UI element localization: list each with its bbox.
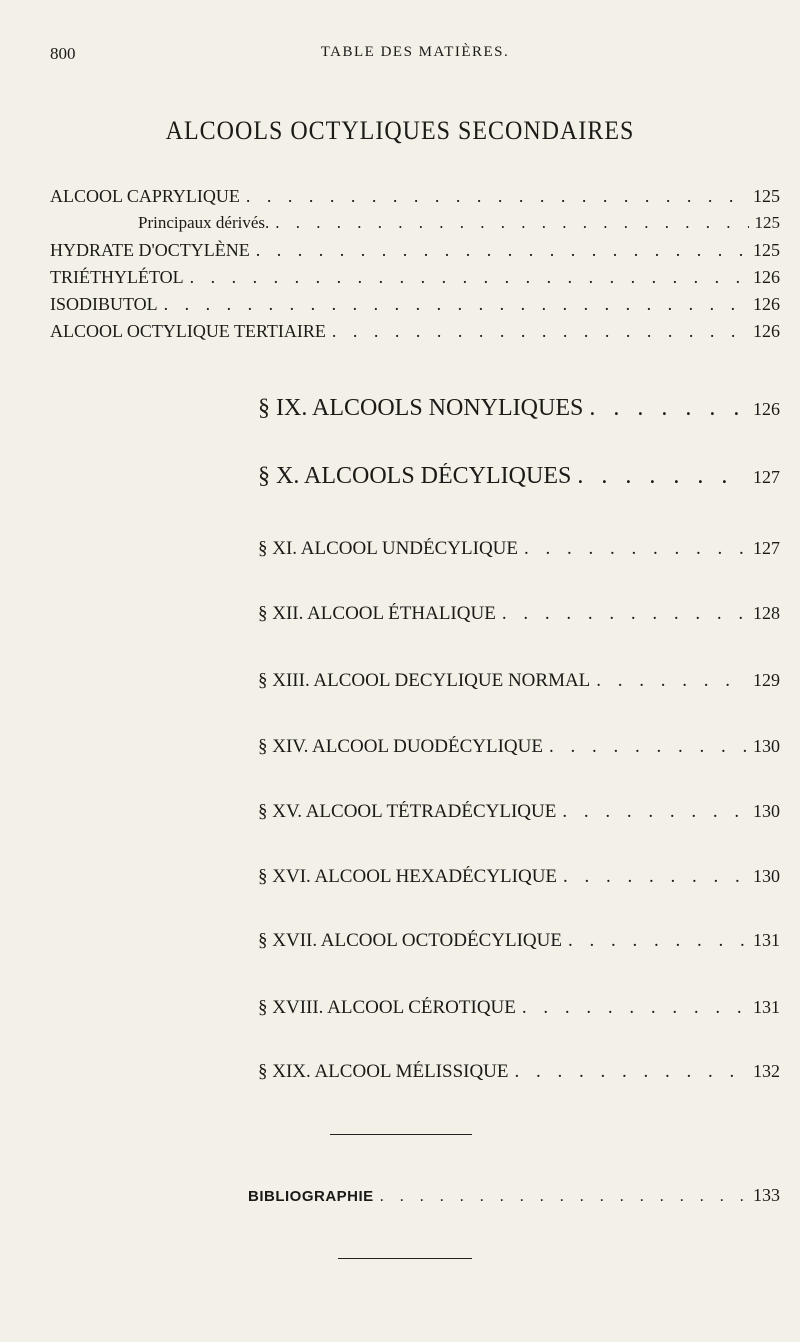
toc-chapter [258,670,780,692]
dot-leader [568,930,747,952]
toc-bibliography-page: 133 [753,1185,780,1205]
toc-chapter [258,463,780,490]
dot-leader [577,463,747,490]
dot-leader [589,395,747,422]
dot-leader [549,736,747,758]
toc-entry-label: Principaux dérivés. [138,213,270,232]
toc-chapter-page: 130 [753,866,780,886]
toc-entry [50,294,780,315]
toc-chapter-page: 126 [753,399,780,419]
toc-chapter-label: § X. ALCOOLS DÉCYLIQUES [258,463,572,489]
dot-leader [562,801,747,823]
toc-chapter-page: 129 [753,670,780,690]
toc-chapter-label: § XVIII. ALCOOL CÉROTIQUE [258,997,516,1018]
toc-chapter-label: § XIV. ALCOOL DUODÉCYLIQUE [258,736,543,757]
toc-entry-page: 126 [753,321,780,341]
section-title: ALCOOLS OCTYLIQUES SECONDAIRES [165,116,635,146]
toc-chapter-page: 130 [753,801,780,821]
toc-chapter [258,801,780,823]
toc-chapter [258,930,780,952]
toc-entry [50,321,780,342]
toc-entry-label: ISODIBUTOL [50,294,158,314]
toc-chapter-label: § XIX. ALCOOL MÉLISSIQUE [258,1061,509,1082]
toc-chapter [258,395,780,422]
toc-chapter-label: § XI. ALCOOL UNDÉCYLIQUE [258,538,518,559]
running-head: TABLE DES MATIÈRES. [320,44,510,60]
dot-leader [256,240,747,261]
toc-chapter-page: 131 [753,930,780,950]
toc-entry-page: 126 [753,294,780,314]
toc-chapter-label: § IX. ALCOOLS NONYLIQUES [258,395,584,421]
toc-entry-label: ALCOOL OCTYLIQUE TERTIAIRE [50,321,326,341]
toc-chapter [258,997,780,1019]
toc-chapter-label: § XVII. ALCOOL OCTODÉCYLIQUE [258,930,562,951]
dot-leader [275,213,748,233]
page-header [50,44,780,68]
dot-leader [502,603,747,625]
dot-leader [524,538,747,560]
dot-leader [563,866,747,888]
separator-rule-bottom [338,1258,472,1259]
dot-leader [164,294,747,315]
toc-entry-page: 125 [753,186,780,206]
toc-entry-label: TRIÉTHYLÉTOL [50,267,184,287]
page-number: 800 [50,44,76,63]
dot-leader [522,997,747,1019]
toc-entry [50,240,780,261]
toc-chapter-page: 127 [753,467,780,487]
dot-leader [246,186,747,207]
dot-leader [596,670,747,692]
toc-chapter-page: 131 [753,997,780,1017]
dot-leader [380,1188,747,1206]
toc-entry-page: 125 [753,240,780,260]
toc-bibliography-label: BIBLIOGRAPHIE [248,1188,374,1205]
dot-leader [515,1061,747,1083]
toc-chapter [258,538,780,560]
toc-entry-label: HYDRATE D'OCTYLÈNE [50,240,250,260]
separator-rule [330,1134,472,1135]
toc-entry-page: 126 [753,267,780,287]
toc-entry-label: ALCOOL CAPRYLIQUE [50,186,240,206]
toc-entry [50,186,780,207]
toc-chapter [258,1061,780,1083]
toc-chapter-label: § XIII. ALCOOL DECYLIQUE NORMAL [258,670,591,691]
toc-chapter-label: § XVI. ALCOOL HEXADÉCYLIQUE [258,866,558,887]
toc-chapter-label: § XII. ALCOOL ÉTHALIQUE [258,603,496,624]
toc-chapter-page: 132 [753,1061,780,1081]
toc-chapter [258,866,780,888]
toc-bibliography [248,1185,780,1206]
toc-chapter-page: 130 [753,736,780,756]
dot-leader [190,267,747,288]
toc-chapter-page: 127 [753,538,780,558]
toc-entry [138,213,780,233]
dot-leader [332,321,747,342]
toc-chapter-page: 128 [753,603,780,623]
toc-chapter [258,736,780,758]
toc-entry [50,267,780,288]
toc-chapter [258,603,780,625]
toc-entry-page: 125 [754,213,780,232]
toc-chapter-label: § XV. ALCOOL TÉTRADÉCYLIQUE [258,801,557,822]
